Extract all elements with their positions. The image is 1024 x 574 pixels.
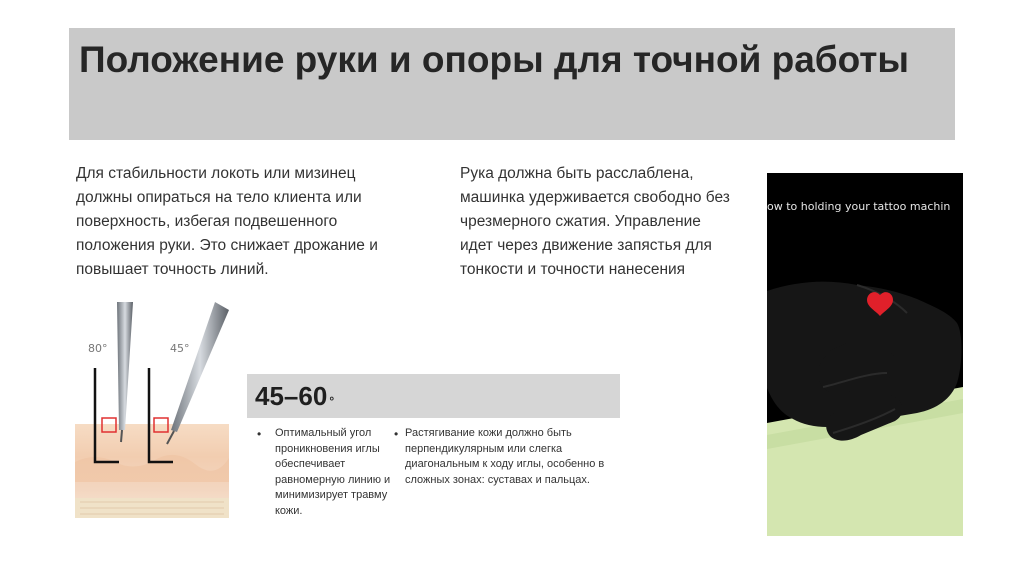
angle-label-80: 80° (88, 342, 108, 355)
relaxed-hand-paragraph: Рука должна быть расслаблена, машинка удерживается свободно без чрезмерного сжатия. Управление идет через движение запястья для тонкости и точности нанесения (460, 165, 730, 278)
bullet-needle-angle: Оптимальный угол проникновения иглы обеспечивает равномерную линию и минимизирует травму кожи. (275, 427, 391, 517)
support-paragraph: Для стабильности локоть или мизинец должны опираться на тело клиента или поверхность, избегая подвешенного положения руки. Это снижает дрожание и повышает точность линий. (76, 165, 378, 278)
bullet-marker: • (257, 427, 262, 441)
degree-sign: ° (329, 394, 335, 408)
gloved-hand-image (767, 173, 963, 536)
needle-45-icon (171, 302, 229, 432)
bullet-skin-stretch: Растягивание кожи должно быть перпендикулярным или слегка диагональным к ходу иглы, особенно в сложных зонах: суставах и пальцах. (405, 427, 605, 486)
angle-range-value (255, 381, 334, 412)
bullet-marker: • (394, 427, 399, 441)
gloved-hand-photo (767, 173, 963, 536)
title-bar (69, 28, 955, 140)
slide-title: Положение руки и опоры для точной работы (79, 39, 910, 80)
angle-range-number: 45–60 (255, 381, 328, 411)
needle-80-icon (117, 302, 133, 430)
needle-angle-illustration (75, 302, 229, 518)
angle-range-box (247, 374, 620, 418)
angle-label-45: 45° (170, 342, 190, 355)
photo-caption: ow to holding your tattoo machin (767, 200, 951, 213)
